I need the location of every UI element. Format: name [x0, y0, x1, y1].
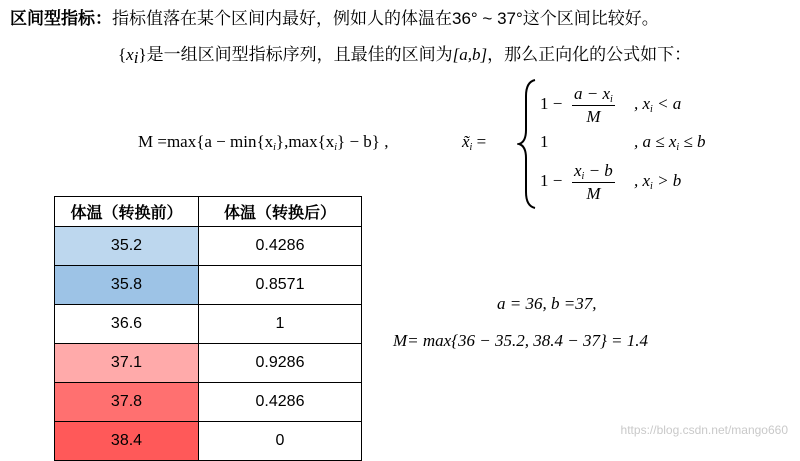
formula-M: [138, 132, 388, 152]
formula-xtilde: [462, 132, 486, 152]
cell-before: 37.8: [55, 383, 199, 422]
seq-sub-i: i: [133, 48, 139, 67]
seq-text-1: 是一组区间型指标序列，且最佳的区间为: [146, 45, 453, 64]
cell-after: 0.9286: [199, 344, 362, 383]
case1-denominator: M: [586, 107, 601, 126]
table-row: [55, 383, 362, 422]
case1-cond-sub: i: [650, 104, 653, 115]
cell-after: 0.4286: [199, 383, 362, 422]
calc-line-2: M= max{36 − 35.2, 38.4 − 37} = 1.4: [393, 331, 648, 350]
case3-fraction: [572, 161, 615, 204]
left-brace-icon: [517, 78, 539, 210]
calc-line-1: a = 36, b =37,: [497, 294, 597, 313]
cell-before: 38.4: [55, 422, 199, 461]
heading-label: 区间型指标：: [10, 9, 112, 28]
temperature-table: [54, 196, 362, 461]
seq-lbrace: {: [118, 45, 127, 64]
xtilde-sub: i: [469, 142, 473, 153]
case3-condition: [634, 171, 681, 191]
cell-before: 37.1: [55, 344, 199, 383]
table-row: [55, 422, 362, 461]
case3-prefix: 1 −: [540, 171, 563, 190]
seq-interval: [a,b]: [452, 45, 488, 64]
seq-text-2: ，那么正向化的公式如下：: [487, 45, 692, 64]
cell-after: 0.4286: [199, 227, 362, 266]
case2-condition: [634, 132, 706, 152]
case1-condition: [634, 94, 681, 114]
header-before: 体温（转换前）: [55, 197, 199, 227]
cell-after: 1: [199, 305, 362, 344]
case2-cond-sub: i: [676, 142, 680, 153]
case3-num-sub: i: [581, 171, 585, 182]
case2-cond-x: , a ≤ x: [634, 132, 677, 151]
heading-text: 指标值落在某个区间内最好，例如人的体温在36° ~ 37°这个区间比较好。: [112, 9, 659, 28]
xtilde-eq: =: [472, 132, 487, 151]
seq-x: x: [126, 45, 134, 64]
cell-before: 36.6: [55, 305, 199, 344]
case2-cond-rest: ≤ b: [679, 132, 706, 151]
cell-before: 35.8: [55, 266, 199, 305]
table-row: [55, 266, 362, 305]
watermark: https://blog.csdn.net/mango660: [620, 423, 788, 437]
cell-before: 35.2: [55, 227, 199, 266]
case1-fraction: [572, 84, 615, 127]
formula-M-sub2: i: [334, 142, 338, 153]
table-header-row: [55, 197, 362, 227]
table-row: [55, 227, 362, 266]
formula-M-sub1: i: [273, 142, 276, 153]
seq-rbrace: }: [138, 45, 147, 64]
case1-num-sub: i: [610, 94, 613, 105]
header-after: 体温（转换后）: [199, 197, 362, 227]
case1-cond-rest: < a: [652, 94, 682, 113]
formula-M-mid: },max{x: [275, 132, 335, 151]
table-row: [55, 344, 362, 383]
case1-prefix: 1 −: [540, 94, 563, 113]
case3-numerator-rest: − b: [584, 161, 613, 180]
table-row: [55, 305, 362, 344]
formula-M-lhs: M =max{a − min{x: [138, 132, 274, 151]
cell-after: 0: [199, 422, 362, 461]
case3-cond-x: , x: [634, 171, 651, 190]
case2-value: 1: [540, 132, 549, 151]
heading: [10, 4, 659, 29]
case1-cond-x: , x: [634, 94, 651, 113]
case1-numerator: a − x: [574, 84, 611, 103]
case3-denominator: M: [586, 184, 601, 203]
case3-cond-rest: > b: [652, 171, 682, 190]
formula-M-rhs: } − b} ,: [337, 132, 389, 151]
case3-numerator-x: x: [574, 161, 582, 180]
xtilde-symbol: x̃: [462, 132, 470, 151]
case3-cond-sub: i: [650, 181, 653, 192]
cell-after: 0.8571: [199, 266, 362, 305]
sequence-description: [118, 40, 691, 65]
